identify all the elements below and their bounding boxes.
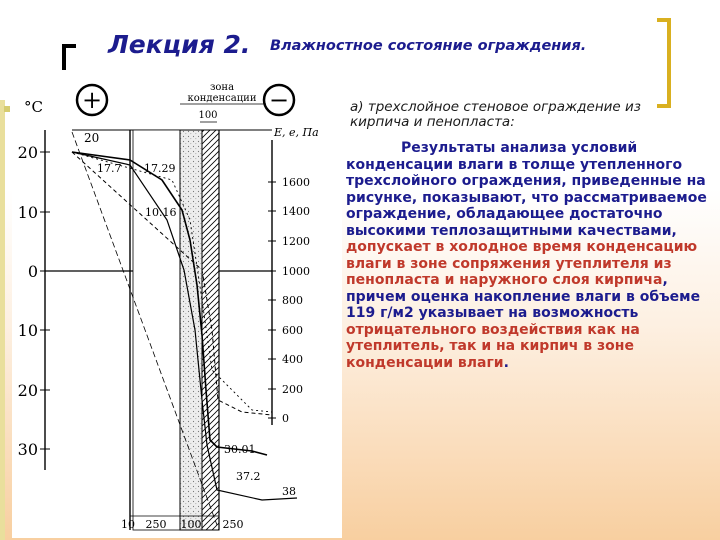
decor-square bbox=[4, 106, 10, 112]
plus-sign: + bbox=[81, 86, 103, 114]
point-label: 30.01 bbox=[224, 443, 256, 456]
left-tick-label: 10 bbox=[17, 203, 38, 222]
left-tick-label: 0 bbox=[27, 262, 38, 281]
title-bracket-right bbox=[657, 18, 671, 108]
point-label: 10.16 bbox=[145, 206, 177, 219]
minus-sign: − bbox=[268, 86, 290, 114]
slide-title: Лекция 2. bbox=[108, 30, 251, 59]
zone-label-line1: зона bbox=[209, 82, 235, 93]
diagram-svg bbox=[12, 70, 342, 538]
left-axis-unit: °C bbox=[24, 98, 43, 116]
right-tick-label: 0 bbox=[282, 412, 289, 425]
bottom-dim-label: 10 bbox=[121, 518, 135, 531]
point-label: 20 bbox=[84, 131, 100, 145]
right-tick-label: 400 bbox=[282, 353, 303, 366]
point-label: 17.29 bbox=[144, 162, 176, 175]
right-axis-unit: E, e, Па bbox=[274, 126, 319, 139]
left-tick-label: 20 bbox=[17, 381, 38, 400]
highlight-text: допускает в холодное время конденсацию влаги в зоне сопряжения утеплителя из пенопласта и наружного слоя кирпича bbox=[346, 239, 698, 288]
text-part: . bbox=[503, 354, 509, 371]
left-tick-label: 10 bbox=[17, 321, 38, 340]
right-tick-label: 600 bbox=[282, 324, 303, 337]
paragraph-lead bbox=[346, 140, 708, 371]
right-tick-label: 800 bbox=[282, 294, 303, 307]
right-tick-label: 1600 bbox=[282, 176, 310, 189]
right-tick-label: 1200 bbox=[282, 235, 310, 248]
bottom-dim-label: 250 bbox=[145, 518, 167, 531]
bottom-dim-label: 250 bbox=[222, 518, 244, 531]
bottom-dim-label: 100 bbox=[180, 518, 202, 531]
left-decor-bar bbox=[0, 100, 5, 540]
zone-label-line2: конденсации bbox=[187, 93, 257, 104]
text-part: , причем оценка накопление влаги в объеме 119 г/м2 указывает на возможность bbox=[346, 272, 701, 321]
analysis-paragraph bbox=[346, 140, 708, 371]
right-tick-label: 1400 bbox=[282, 205, 310, 218]
slide-subtitle: Влажностное состояние ограждения. bbox=[270, 38, 587, 54]
zone-width: 100 bbox=[198, 110, 218, 121]
point-label: 17.7 bbox=[97, 162, 122, 175]
point-label: 37.2 bbox=[236, 470, 261, 483]
point-label: 38 bbox=[282, 485, 296, 498]
right-tick-label: 200 bbox=[282, 383, 303, 396]
highlight-text: отрицательного воздействия как на утеплитель, так и на кирпич в зоне конденсации влаги bbox=[346, 321, 640, 371]
wall-layers bbox=[130, 130, 219, 530]
left-tick-label: 20 bbox=[17, 143, 38, 162]
right-tick-label: 1000 bbox=[282, 265, 310, 278]
text-part: Результаты анализа условий конденсации влаги в толще утепленного трехслойного ограждения, приведенные на рисунке, показывают, что рассматриваемое ограждение, обладающее достаточно высокими теплозащитными качествами, bbox=[346, 140, 707, 239]
left-tick-label: 30 bbox=[17, 440, 38, 459]
wall-type-subheading: а) трехслойное стеновое ограждение из кирпича и пенопласта: bbox=[350, 99, 641, 130]
condensation-diagram bbox=[12, 70, 342, 538]
